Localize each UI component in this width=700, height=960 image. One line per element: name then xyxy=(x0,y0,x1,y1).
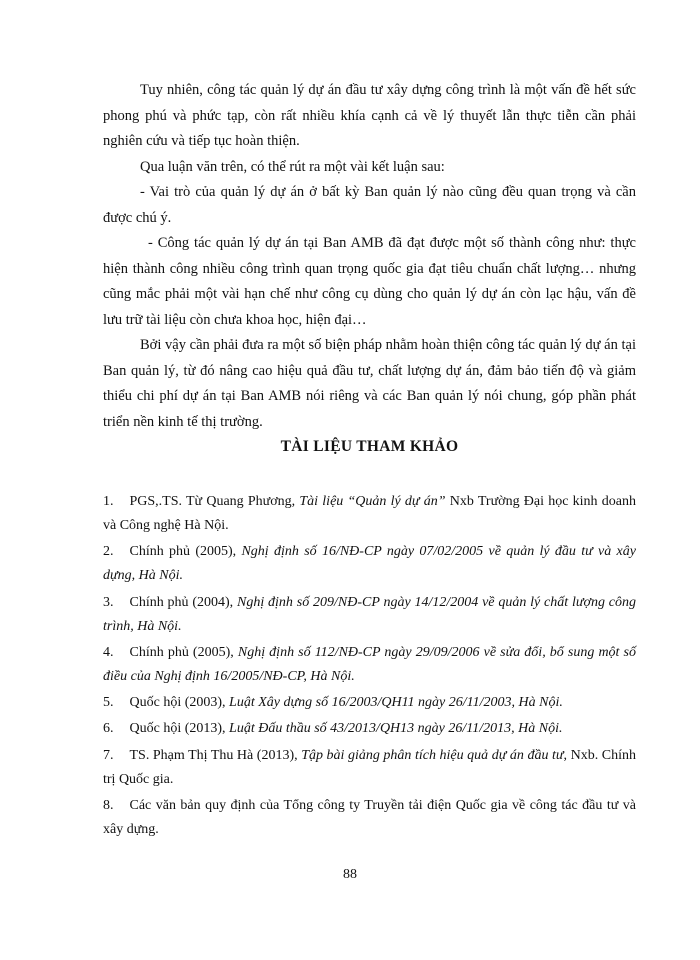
reference-number: 6. xyxy=(103,721,114,737)
reference-place: , Hà Nội. xyxy=(511,721,563,737)
reference-place: , Hà Nội. xyxy=(303,668,355,684)
references-list xyxy=(103,490,636,844)
reference-author: TS. Phạm Thị Thu Hà (2013), xyxy=(129,747,302,763)
reference-item xyxy=(103,744,636,792)
reference-number: 2. xyxy=(103,544,114,560)
reference-item xyxy=(103,641,636,689)
reference-place: , Hà Nội. xyxy=(130,618,182,634)
bullet-paragraph: - Vai trò của quản lý dự án ở bất kỳ Ban quản lý nào cũng đều quan trọng và cần được chú ý. xyxy=(103,184,636,226)
reference-place: , Hà Nội. xyxy=(511,695,563,711)
reference-author: Quốc hội (2003), xyxy=(129,695,230,711)
reference-number: 1. xyxy=(103,494,114,509)
reference-title: Luật Đấu thầu số 43/2013/QH13 ngày 26/11/2013 xyxy=(229,721,512,737)
reference-title: Tập bài giảng phân tích hiệu quả dự án đầu tư xyxy=(301,747,564,763)
reference-title: Tài liệu “Quản lý dự án” xyxy=(299,494,446,509)
paragraph: Bởi vậy cần phải đưa ra một số biện pháp nhằm hoàn thiện công tác quản lý dự án tại Ban quản lý, từ đó nâng cao hiệu quả đầu tư, chất lượng dự án, đảm bảo tiến độ và giảm thiểu chi phí dự án tại Ban AMB nói riêng và các Ban quản lý nói chung, góp phần phát triển nền kinh tế thị trường. xyxy=(103,337,636,430)
reference-author: PGS,.TS. Từ Quang Phương, xyxy=(129,494,300,509)
conclusion-section xyxy=(103,78,636,435)
reference-author: Quốc hội (2013), xyxy=(129,721,230,737)
reference-author: Chính phủ (2005), xyxy=(129,544,242,560)
reference-number: 8. xyxy=(103,798,114,814)
references-heading: TÀI LIỆU THAM KHẢO xyxy=(280,438,459,455)
reference-number: 5. xyxy=(103,695,114,711)
paragraph: Qua luận văn trên, có thể rút ra một vài kết luận sau: xyxy=(140,158,445,175)
reference-number: 4. xyxy=(103,644,114,660)
reference-number: 7. xyxy=(103,747,114,763)
reference-title: Luật Xây dựng số 16/2003/QH11 ngày 26/11/2003 xyxy=(229,695,512,711)
reference-publisher: , Nxb. Chính trị Quốc gia. xyxy=(103,747,636,787)
reference-item xyxy=(103,540,636,588)
reference-title: Nghị định số 209/NĐ-CP ngày 14/12/2004 về quản lý chất lượng công trình xyxy=(103,594,636,634)
page-number: 88 xyxy=(343,867,357,882)
reference-item xyxy=(103,691,636,715)
reference-title: Nghị định số 16/NĐ-CP ngày 07/02/2005 về quản lý đầu tư và xây dựng xyxy=(103,544,636,584)
reference-publisher: Nxb Trường Đại học kinh doanh và Công nghệ Hà Nội. xyxy=(103,494,636,533)
reference-place: , Hà Nội. xyxy=(131,568,183,584)
reference-title: Nghị định số 112/NĐ-CP ngày 29/09/2006 về sửa đổi, bổ sung một số điều của Nghị định 16/2005/NĐ-CP xyxy=(103,644,636,684)
reference-author: Các văn bản quy định của Tổng công ty Truyền tải điện Quốc gia về công tác đầu tư và xây dựng. xyxy=(103,798,636,838)
paragraph: Tuy nhiên, công tác quản lý dự án đầu tư xây dựng công trình là một vấn đề hết sức phong phú và phức tạp, còn rất nhiều khía cạnh cả về lý thuyết lẫn thực tiễn cần phải nghiên cứu và tiếp tục hoàn thiện. xyxy=(103,82,636,149)
reference-item xyxy=(103,794,636,842)
reference-item xyxy=(103,591,636,639)
reference-item xyxy=(103,717,636,741)
bullet-paragraph: - Công tác quản lý dự án tại Ban AMB đã đạt được một số thành công như: thực hiện thành công nhiều công trình quan trọng quốc gia đạt tiêu chuẩn chất lượng… nhưng cũng mắc phải một vài hạn chế như công cụ dùng cho quản lý dự án còn lạc hậu, vấn đề lưu trữ tài liệu còn chưa khoa học, hiện đại… xyxy=(103,235,636,328)
reference-author: Chính phủ (2005), xyxy=(129,644,238,660)
reference-item xyxy=(103,490,636,538)
reference-author: Chính phủ (2004), xyxy=(129,594,237,610)
reference-number: 3. xyxy=(103,594,114,610)
